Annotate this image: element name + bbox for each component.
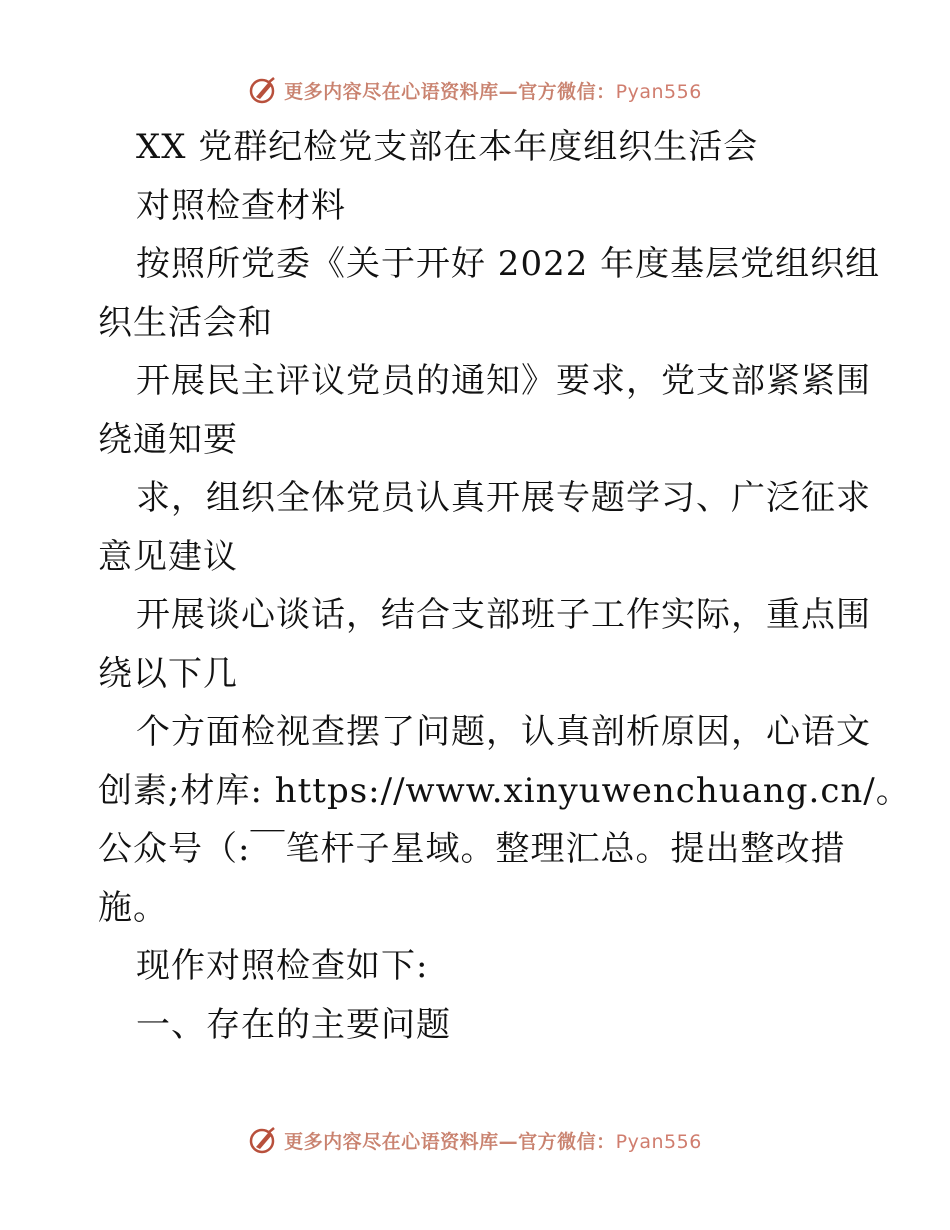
header-banner [0, 70, 950, 110]
doc-line: 绕通知要 [98, 419, 238, 460]
document-body [98, 118, 911, 1054]
banner-text: 更多内容尽在心语资料库—官方微信：Pyan556 [284, 80, 702, 103]
footer-banner [0, 1120, 950, 1160]
doc-line: 意见建议 [98, 536, 238, 577]
doc-line: 创素;材库: https://www.xinyuwenchuang.cn/。 [98, 770, 911, 811]
doc-line: 一、存在的主要问题 [136, 1004, 451, 1045]
doc-line: 绕以下几 [98, 653, 238, 694]
doc-line: 求，组织全体党员认真开展专题学习、广泛征求 [136, 478, 871, 518]
doc-line: 开展民主评议党员的通知》要求，党支部紧紧围 [136, 361, 871, 401]
pen-logo-icon [248, 75, 278, 105]
doc-line: 按照所党委《关于开好 2022 年度基层党组织组 [136, 244, 881, 284]
doc-line: 开展谈心谈话，结合支部班子工作实际，重点围 [136, 595, 871, 635]
doc-line: 织生活会和 [98, 302, 273, 343]
banner-text: 更多内容尽在心语资料库—官方微信：Pyan556 [284, 1130, 702, 1153]
doc-line: 施。 [98, 887, 168, 928]
doc-line: 公众号（:￣笔杆子星域。整理汇总。提出整改措 [98, 829, 846, 869]
doc-line: 个方面检视查摆了问题，认真剖析原因，心语文 [136, 712, 871, 752]
doc-line: 对照检查材料 [136, 185, 346, 226]
doc-line: XX 党群纪检党支部在本年度组织生活会 [136, 127, 759, 167]
doc-line: 现作对照检查如下: [136, 946, 429, 986]
pen-logo-icon [248, 1125, 278, 1155]
